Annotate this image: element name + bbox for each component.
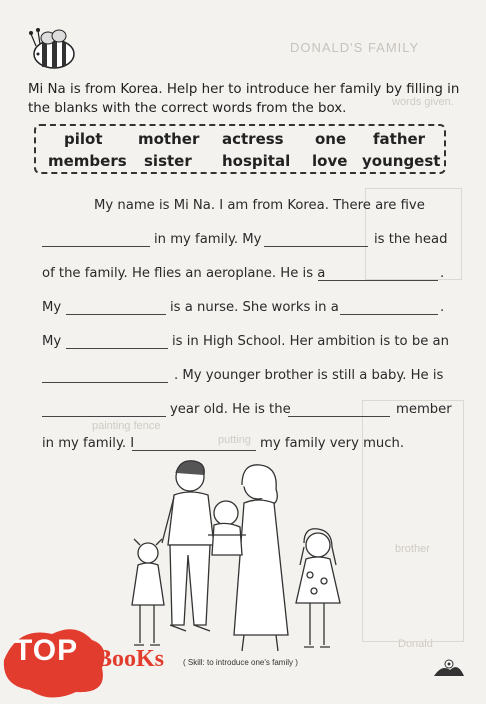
topbooks-logo <box>0 620 180 700</box>
passage-text: of the family. He flies an aeroplane. He is a <box>42 266 326 281</box>
bleed-text: words given. <box>392 96 454 108</box>
passage-text: is a nurse. She works in a <box>170 300 339 315</box>
passage-line <box>42 368 446 398</box>
passage-text: My <box>42 334 62 349</box>
word-box <box>34 124 446 174</box>
word-youngest: youngest <box>362 152 441 170</box>
passage-text: in my family. I <box>42 436 135 451</box>
blank-2[interactable] <box>264 246 368 247</box>
skill-note: ( Skill: to introduce one's family ) <box>183 658 298 667</box>
bee-icon <box>28 26 78 72</box>
passage-text: my family very much. <box>260 436 405 451</box>
passage-text: member <box>396 402 452 417</box>
passage-text: . <box>440 266 445 281</box>
bleed-title: DONALD'S FAMILY <box>290 40 420 55</box>
word-pilot: pilot <box>64 130 103 148</box>
passage-text: year old. He is the <box>170 402 291 417</box>
passage-text: . My younger brother is still a baby. He is <box>174 368 444 383</box>
passage-text: My <box>42 300 62 315</box>
blank-4[interactable] <box>66 314 166 315</box>
passage-text: is the head <box>374 232 448 247</box>
word-father: father <box>373 130 426 148</box>
word-one: one <box>315 130 347 148</box>
blank-5[interactable] <box>340 314 438 315</box>
blank-6[interactable] <box>66 348 168 349</box>
bleed-text: brother <box>395 543 430 555</box>
passage-line <box>42 300 446 330</box>
bleed-text: painting fence <box>92 420 161 432</box>
passage-line <box>42 198 446 228</box>
passage-line <box>42 232 446 262</box>
bleed-text: Donald <box>398 638 433 650</box>
logo-top-text: TOP <box>14 634 79 667</box>
blank-1[interactable] <box>42 246 150 247</box>
word-actress: actress <box>222 130 284 148</box>
passage-text: in my family. My <box>154 232 262 247</box>
instruction-text: Mi Na is from Korea. Help her to introduce her family by filling in the blanks with the correct words from the box. <box>28 82 460 116</box>
flower-icon <box>432 656 466 678</box>
blank-8[interactable] <box>42 416 166 417</box>
passage-line <box>42 266 446 296</box>
passage-line <box>42 402 452 432</box>
word-members: members <box>48 152 127 170</box>
blank-7[interactable] <box>42 382 168 383</box>
passage-text: is in High School. Her ambition is to be an <box>172 334 449 349</box>
word-love: love <box>312 152 348 170</box>
blank-3[interactable] <box>318 280 438 281</box>
word-mother: mother <box>138 130 200 148</box>
blank-9[interactable] <box>288 416 390 417</box>
passage-line <box>42 334 449 364</box>
blank-10[interactable] <box>132 450 256 451</box>
bleed-text: putting <box>218 434 252 446</box>
word-sister: sister <box>144 152 192 170</box>
passage-text: My name is Mi Na. I am from Korea. There are five <box>94 198 425 213</box>
word-hospital: hospital <box>222 152 291 170</box>
passage-text: . <box>440 300 445 315</box>
logo-books-text: BooKs <box>96 646 165 672</box>
